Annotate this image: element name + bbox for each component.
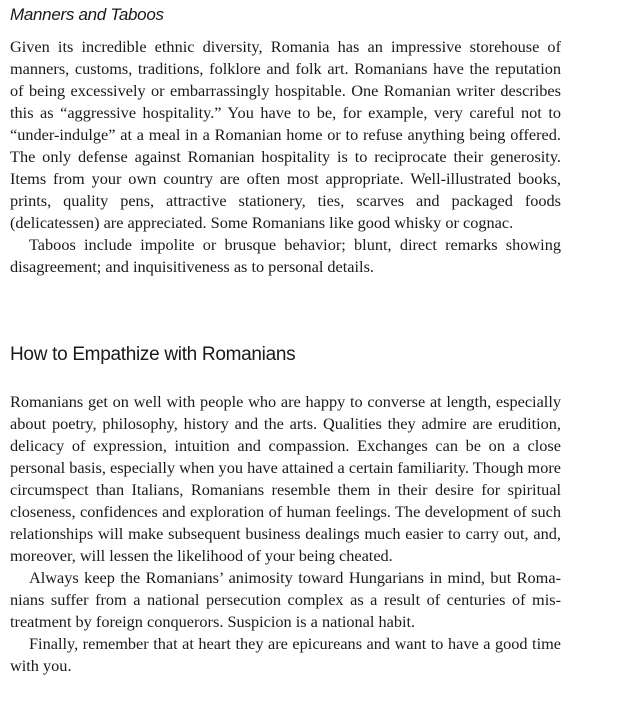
empathize-paragraph-2: Always keep the Romanians’ animosity toward Hungarians in mind, but Romanians suffer from a national persecution complex as a result of centuries of mistreatment by foreign conquerors. Suspicion is a national habit. — [10, 568, 561, 631]
manners-paragraph-2: Taboos include impolite or brusque behavior; blunt, direct remarks showing disagreement; and inquisitiveness as to personal details. — [10, 235, 561, 276]
manners-paragraph-1: Given its incredible ethnic diversity, Romania has an impressive storehouse of manners, customs, traditions, folklore and folk art. Romanians have the reputation of being excessively or embarrassingly hospitable. One Romanian writer describes this as “aggressive hospitality.” You have to be, for example, very careful not to “under-indulge” at a meal in a Romanian home or to refuse anything being offered. The only defense against Romanian hospitality is to reciprocate their generosity. Items from your own country are often most appropriate. Well-illustrated books, prints, quality pens, attractive stationery, ties, scarves and packaged foods (delicatessen) are appreciated. Some Romanians like good whisky or cognac. — [10, 37, 561, 232]
manners-and-taboos-heading: Manners and Taboos — [10, 5, 164, 24]
manners-and-taboos-section — [10, 36, 561, 278]
how-to-empathize-section — [10, 391, 561, 677]
empathize-paragraph-3: Finally, remember that at heart they are epicureans and want to have a good time with you. — [10, 634, 561, 675]
how-to-empathize-heading: How to Empathize with Romanians — [10, 344, 296, 365]
empathize-paragraph-1: Romanians get on well with people who are happy to converse at length, especially about poetry, philosophy, history and the arts. Qualities they admire are erudition, delicacy of expression, intuition and compassion. Exchanges can be on a close personal basis, especially when you have attained a certain familiarity. Though more circumspect than Italians, Romanians resemble them in their desire for spiritual closeness, confidences and exploration of human feelings. The development of such relationships will make subsequent business dealings much easier to carry out, and, moreover, will lessen the likelihood of your being cheated. — [10, 392, 561, 565]
